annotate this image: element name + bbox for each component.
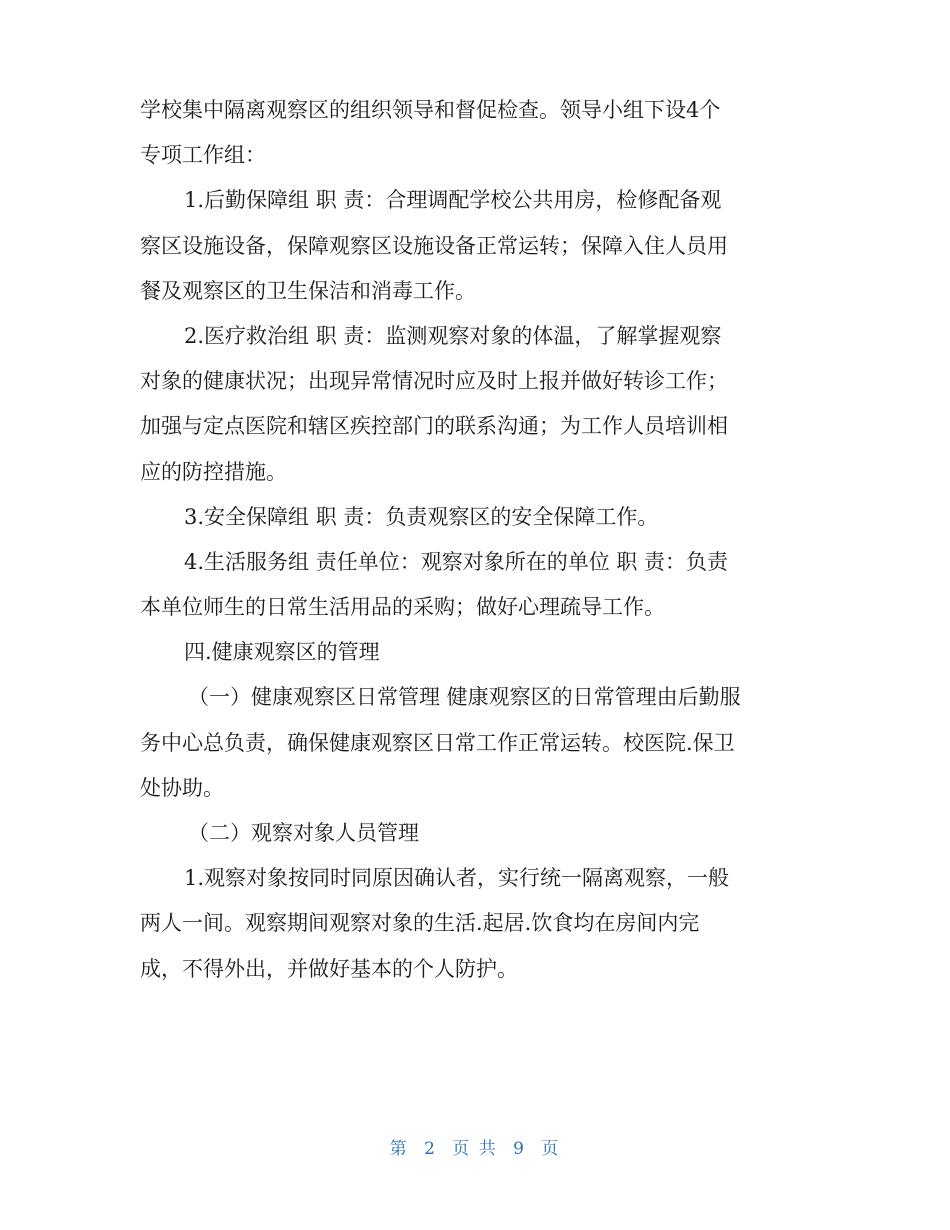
- page-footer: [0, 1134, 950, 1159]
- text-line: 餐及观察区的卫生保洁和消毒工作。: [140, 278, 476, 303]
- document-body: [140, 88, 810, 992]
- footer-page-number: 2: [424, 1139, 437, 1159]
- text-line: 对象的健康状况；出现异常情况时应及时上报并做好转诊工作；: [140, 369, 728, 394]
- footer-total-pages: 9: [513, 1139, 526, 1159]
- text-line: 本单位师生的日常生活用品的采购；做好心理疏导工作。: [140, 595, 665, 620]
- text-line: 专项工作组：: [140, 143, 266, 168]
- subsection-heading: （二）观察对象人员管理: [188, 821, 419, 845]
- section-heading: 四.健康观察区的管理: [184, 640, 380, 665]
- text-line: 加强与定点医院和辖区疾控部门的联系沟通；为工作人员培训相: [140, 414, 728, 439]
- text-line: 1.后勤保障组 职 责：合理调配学校公共用房，检修配备观: [184, 188, 722, 213]
- text-line: 4.生活服务组 责任单位：观察对象所在的单位 职 责：负责: [184, 549, 729, 574]
- text-line: 成，不得外出，并做好基本的个人防护。: [140, 956, 518, 981]
- footer-suffix: 页: [541, 1139, 561, 1159]
- footer-prefix: 第: [389, 1139, 409, 1159]
- text-line: 两人一间。观察期间观察对象的生活.起居.饮食均在房间内完: [140, 911, 700, 936]
- text-line: 1.观察对象按同时同原因确认者，实行统一隔离观察，一般: [184, 866, 730, 891]
- footer-middle: 页 共: [452, 1139, 498, 1159]
- text-line: 学校集中隔离观察区的组织领导和督促检查。领导小组下设4个: [140, 98, 721, 122]
- text-line: 处协助。: [140, 775, 224, 800]
- text-line: （一）健康观察区日常管理 健康观察区的日常管理由后勤服: [188, 685, 741, 710]
- text-line: 察区设施设备，保障观察区设施设备正常运转；保障入住人员用: [140, 233, 728, 258]
- text-line: 务中心总负责，确保健康观察区日常工作正常运转。校医院.保卫: [140, 730, 735, 755]
- text-line: 2.医疗救治组 职 责：监测观察对象的体温，了解掌握观察: [184, 323, 722, 348]
- text-line: 3.安全保障组 职 责：负责观察区的安全保障工作。: [184, 504, 659, 529]
- text-line: 应的防控措施。: [140, 459, 287, 484]
